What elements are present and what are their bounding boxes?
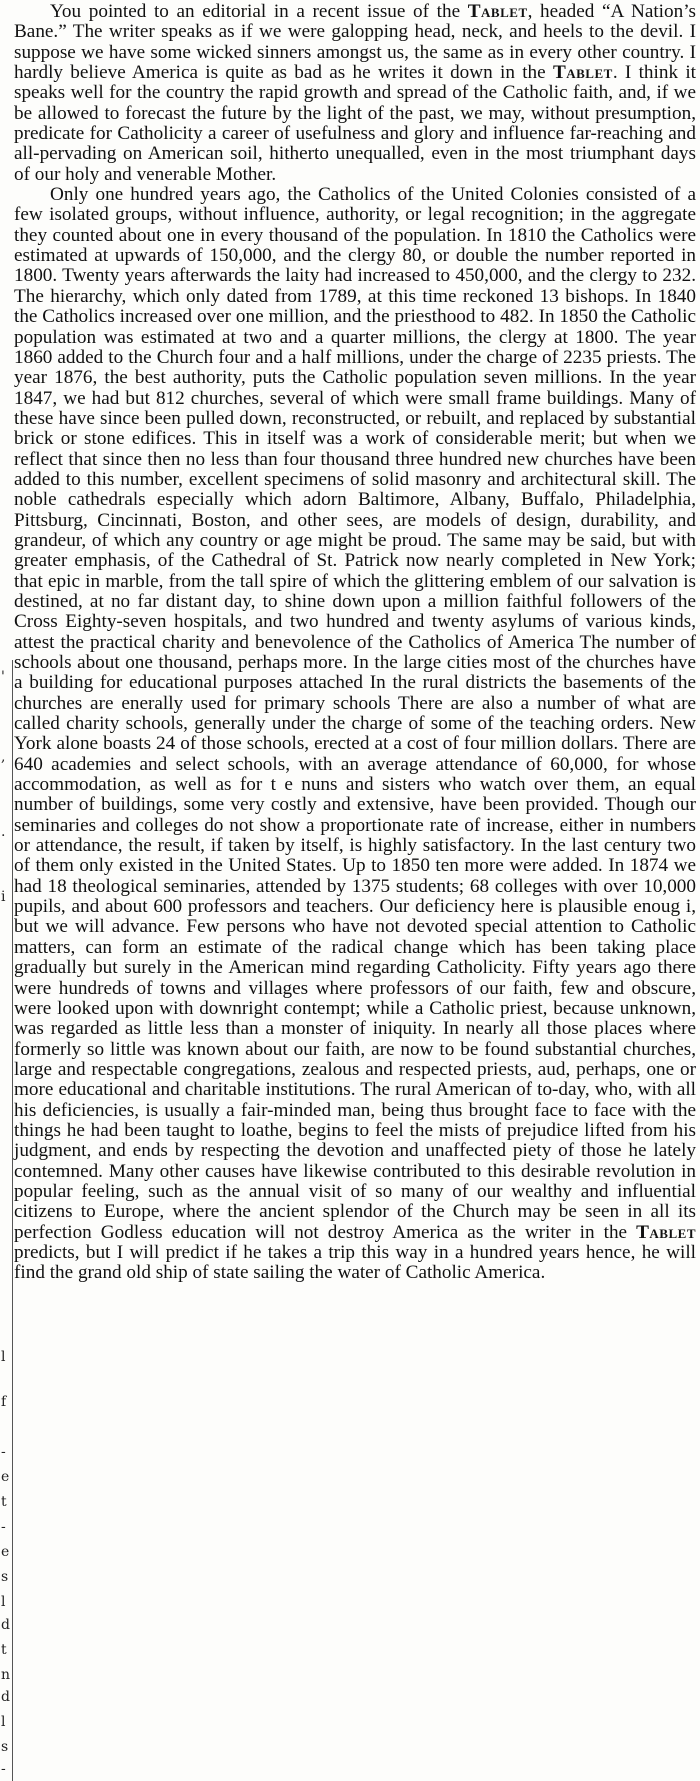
paragraph-2-text-a: Only one hundred years ago, the Catholics of the United Colonies consisted of a few isolated groups, without influence, authority, or legal recognition; in the aggregate they counted about one in every thousand of the population. In 1810 the Catholics were estimated at upwards of 150,000, and the clergy 80, or double the number reported in 1800. Twenty years afterwards the laity had increased to 450,000, and the clergy to 232. The hierarchy, which only dated from 1789, at this time reckoned 13 bishops. In 1840 the Catholics increased over one million, and the priesthood to 482. In 1850 the Catholic population was estimated at two and a quarter millions, the clergy at 1800. The year 1860 added to the Church four and a half millions, under the charge of 2235 priests. The year 1876, the best authority, puts the Catholic population seven millions. In the year 1847, we had but 812 churches, several of which were small frame buildings. Many of these have since been pulled down, reconstructed, or rebuilt, and replaced by substantial brick or stone edifices. This in itself was a work of considerable merit; but when we reflect that since then no less than four thousand three hundred new churches have been added to this number, excellent specimens of solid masonry and architectural skill. The noble cathedrals especially which adorn Baltimore, Albany, Buffalo, Philadelphia, Pittsburg, Cincinnati, Boston, and other sees, are models of design, durability, and grandeur, of which any country or age might be proud. The same may be said, but with greater emphasis, of the Cathedral of St. Patrick now nearly completed in New York; that epic in marble, from the tall spire of which the glittering emblem of our salvation is destined, at no far distant day, to shine down upon a million faithful followers of the Cross Eighty-seven hospitals, and two hundred and twenty asylums of various kinds, attest the practical charity and benevolence of the Catholics of America The number of schools about one thousand, perhaps more. In the large cities most of the churches have a building for educational purposes attached In the rural districts the basements of the churches are enerally used for primary schools There are also a number of what are called charity schools, generally under the charge of some of the teaching orders. New York alone boasts 24 of those schools, erected at a cost of four million dollars. There are 640 academies and select schools, with an average attendance of 60,000, for whose accommodation, as well as for t e nuns and sisters who watch over them, an equal number of buildings, some very costly and extensive, have been provided. Though our seminaries and colleges do not show a proportionate rate of increase, either in numbers or attendance, the result, if taken by itself, is highly satisfactory. In the last century two of them only existed in the United States. Up to 1850 ten more were added. In 1874 we had 18 theological seminaries, attended by 1375 students; 68 colleges with over 10,000 pupils, and about 600 professors and teachers. Our deficiency here is plausible enoug i, but we will advance. Few persons who have not devoted special attention to Catholic matters, can form an estimate of the radical change which has been taking place gradually but surely in the American mind regarding Catholicity. Fifty years ago there were hundreds of towns and villages where professors of our faith, few and obscure, were looked upon with downright contempt; while a Catholic priest, because unknown, was regarded as little less than a monster of iniquity. In nearly all those places where formerly so little was known about our faith, are now to be found substantial churches, large and respectable congregations, zealous and respected priests, aud, perhaps, one or more educational and charitable institutions. The rural American of to-day, who, with all his deficiencies, is usually a fair-minded man, being thus brought face to face with the things he had been taught to loathe, begins to feel the mists of prejudice lifted from his judgment, and ends by respecting the devotion and unaffected piety of those he lately contemned. Many other causes have likewise contributed to this desirable revolution in popular feeling, such as the annual visit of so many of our wealthy and influential citizens to Europe, where the ancient splendor of the Church may be seen in all its perfection Godless education will not destroy America as the writer in the (14, 184, 696, 1243)
gutter-fragment: d (1, 1617, 10, 1633)
publication-name: Tablet (636, 1221, 696, 1243)
gutter-fragment: . (1, 824, 6, 840)
paragraph-1-text-c: . I think it speaks well for the country the rapid growth and spread of the Catholic faith, and, if we be allowed to forecast the future by the light of the past, we may, without presumption, predicate for Catholicity a career of usefulness and glory and influence far-reaching and all-pervading on American soil, hitherto unequalled, even in the most triumphant days of our holy and venerable Mother. (14, 62, 696, 185)
paragraph-1 (14, 2, 696, 185)
publication-name: Tablet (552, 62, 613, 84)
gutter-fragment: f (1, 1394, 7, 1410)
adjacent-column-edge (0, 660, 13, 1781)
paragraph-1-text-a: You pointed to an editorial in a recent issue of the (50, 1, 468, 22)
gutter-fragment: t (1, 1494, 7, 1510)
gutter-fragment: s (1, 1569, 9, 1585)
letter-article (14, 2, 696, 1284)
gutter-fragment: - (1, 1444, 6, 1460)
gutter-fragment: ' (1, 669, 5, 685)
gutter-fragment: , (1, 749, 6, 765)
gutter-fragment: l (1, 1349, 6, 1365)
paragraph-1-text-b: , headed “A Nation’s Bane.” The writer speaks as if we were galopping head, neck, and heels to the devil. I suppose we have some wicked sinners amongst us, the same as in every other country. I hardly believe America is quite as bad as he writes it down in the (14, 1, 696, 84)
publication-name: Tablet (467, 1, 528, 22)
gutter-fragment: t (1, 1642, 7, 1658)
gutter-fragment: - (1, 1761, 6, 1777)
gutter-fragment: d (1, 1689, 10, 1705)
gutter-fragment: - (1, 1519, 6, 1535)
gutter-fragment: e (1, 1544, 10, 1560)
gutter-fragment: e (1, 1469, 10, 1485)
paragraph-2 (14, 185, 696, 1284)
gutter-fragment: i (1, 889, 6, 905)
paragraph-2-text-b: predicts, but I will predict if he takes a trip this way in a hundred years hence, he will find the grand old ship of state sailing the water of Catholic America. (14, 1241, 696, 1284)
gutter-fragment: s (1, 1739, 9, 1755)
gutter-fragment: l (1, 1594, 6, 1610)
gutter-fragment: n (1, 1667, 11, 1683)
gutter-fragment: l (1, 1714, 6, 1730)
